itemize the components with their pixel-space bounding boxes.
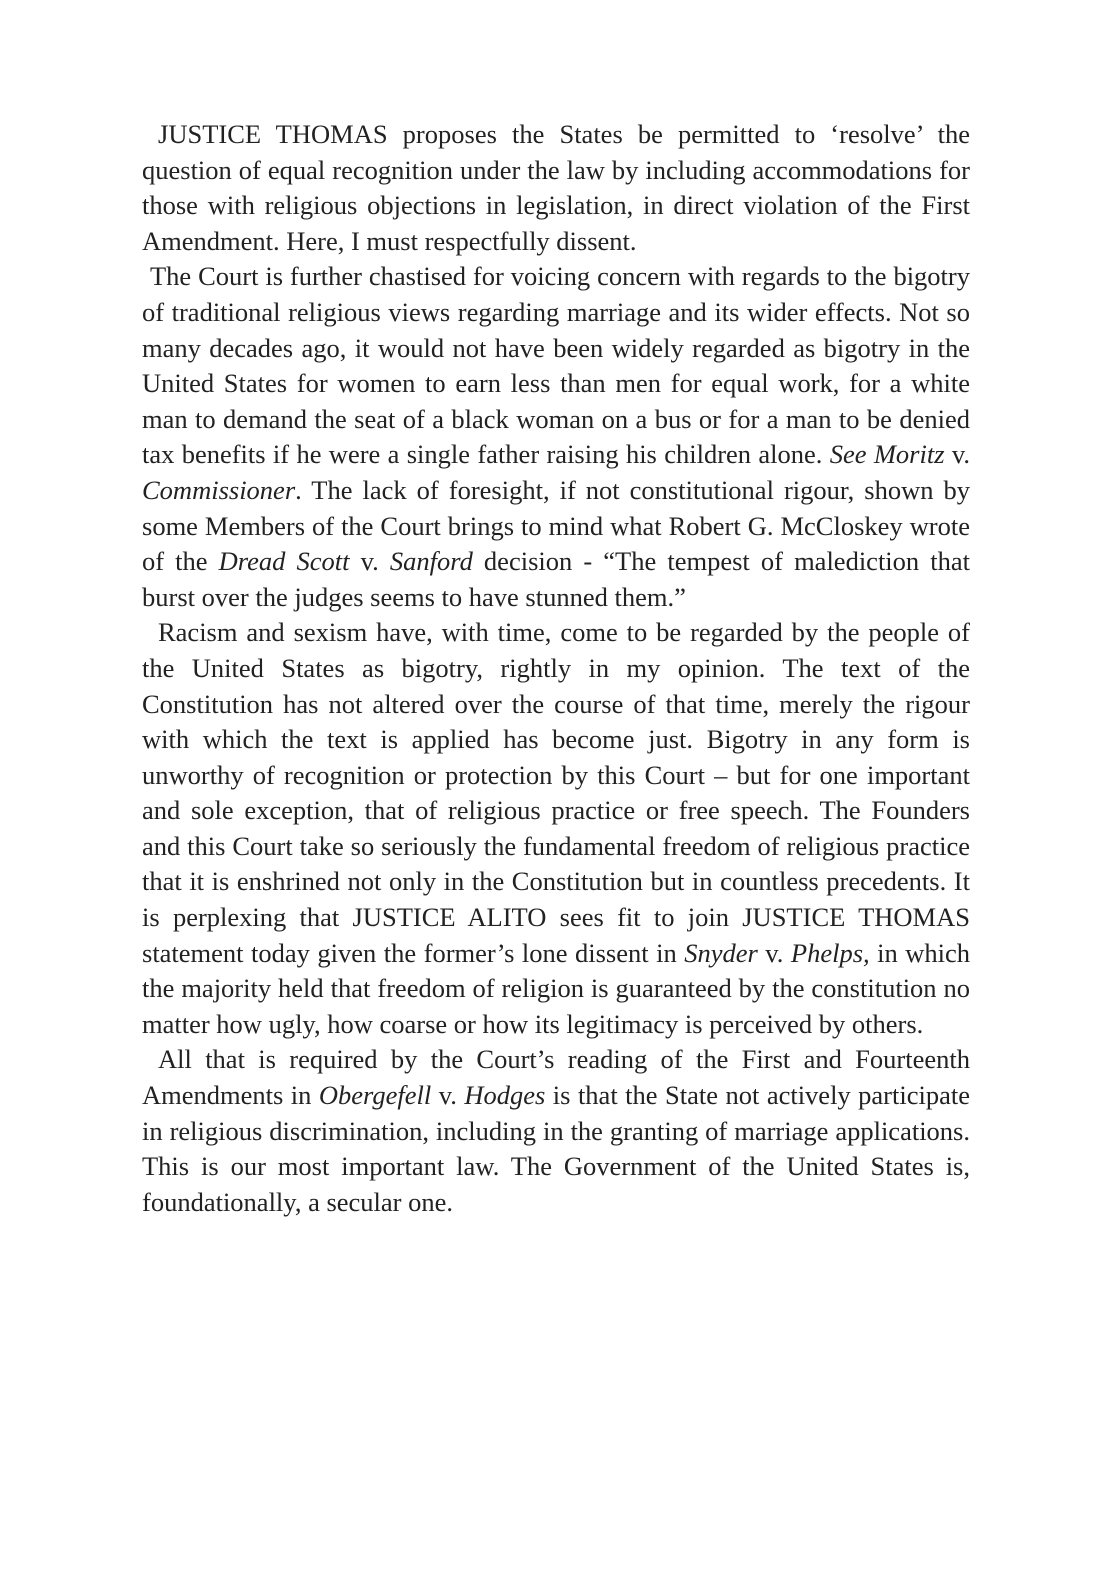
case-citation-text: Phelps,	[790, 937, 870, 968]
paragraph-text: All that is required by the Court’s reading of the First and Fourteenth Amendments in	[142, 1044, 970, 1111]
case-citation-text: Commissioner	[142, 474, 296, 505]
paragraph	[142, 1042, 970, 1220]
case-citation-text: Sanford	[389, 546, 473, 577]
paragraph-text: . The lack of foresight, if not constitutional rigour, shown by some Members of the Court brings to mind what Robert G. McCloskey wrote of the	[142, 474, 970, 577]
paragraph-text: JUSTICE THOMAS proposes the States be permitted to ‘resolve’ the question of equal recognition under the law by including accommodations for those with religious objections in legislation, in direct violation of the First Amendment. Here, I must respectfully dissent.	[142, 119, 970, 256]
case-citation-text: See Moritz	[829, 439, 945, 470]
paragraph	[142, 117, 970, 259]
case-citation-text: Obergefell	[318, 1080, 432, 1111]
paragraph-text: v.	[757, 937, 791, 968]
paragraph-text: v.	[944, 439, 971, 470]
document-body	[142, 117, 970, 1220]
paragraph-text: is that the State not actively participate in religious discrimination, including in the granting of marriage applications. This is our most important law. The Government of the United States is, foundationally, a secular one.	[142, 1080, 970, 1217]
paragraph	[142, 615, 970, 1042]
paragraph-text: decision - “The tempest of malediction that burst over the judges seems to have stunned them.”	[142, 546, 971, 612]
case-citation-text: Dread Scott	[218, 546, 350, 577]
paragraph-text: v.	[431, 1080, 465, 1111]
paragraph-text: Racism and sexism have, with time, come to be regarded by the people of the United States as bigotry, rightly in my opinion. The text of the Constitution has not altered over the course of that time, merely the rigour with which the text is applied has become just. Bigotry in any form is unworthy of recognition or protection by this Court – but for one important and sole exception, that of religious practice or free speech. The Founders and this Court take so seriously the fundamental freedom of religious practice that it is enshrined not only in the Constitution but in countless precedents. It is perplexing that JUSTICE ALITO sees fit to join JUSTICE THOMAS statement today given the former’s lone dissent in	[142, 617, 970, 968]
paragraph	[142, 259, 970, 615]
case-citation-text: Hodges	[464, 1080, 546, 1111]
paragraph-text: v.	[349, 546, 390, 577]
paragraph-text: The Court is further chastised for voicing concern with regards to the bigotry of traditional religious views regarding marriage and its wider effects. Not so many decades ago, it would not have been widely regarded as bigotry in the United States for women to earn less than men for equal work, for a white man to demand the seat of a black woman on a bus or for a man to be denied tax benefits if he were a single father raising his children alone.	[142, 261, 970, 470]
case-citation-text: Snyder	[684, 937, 758, 968]
paragraph-text: in which the majority held that freedom of religion is guaranteed by the constitution no matter how ugly, how coarse or how its legitimacy is perceived by others.	[142, 937, 971, 1039]
